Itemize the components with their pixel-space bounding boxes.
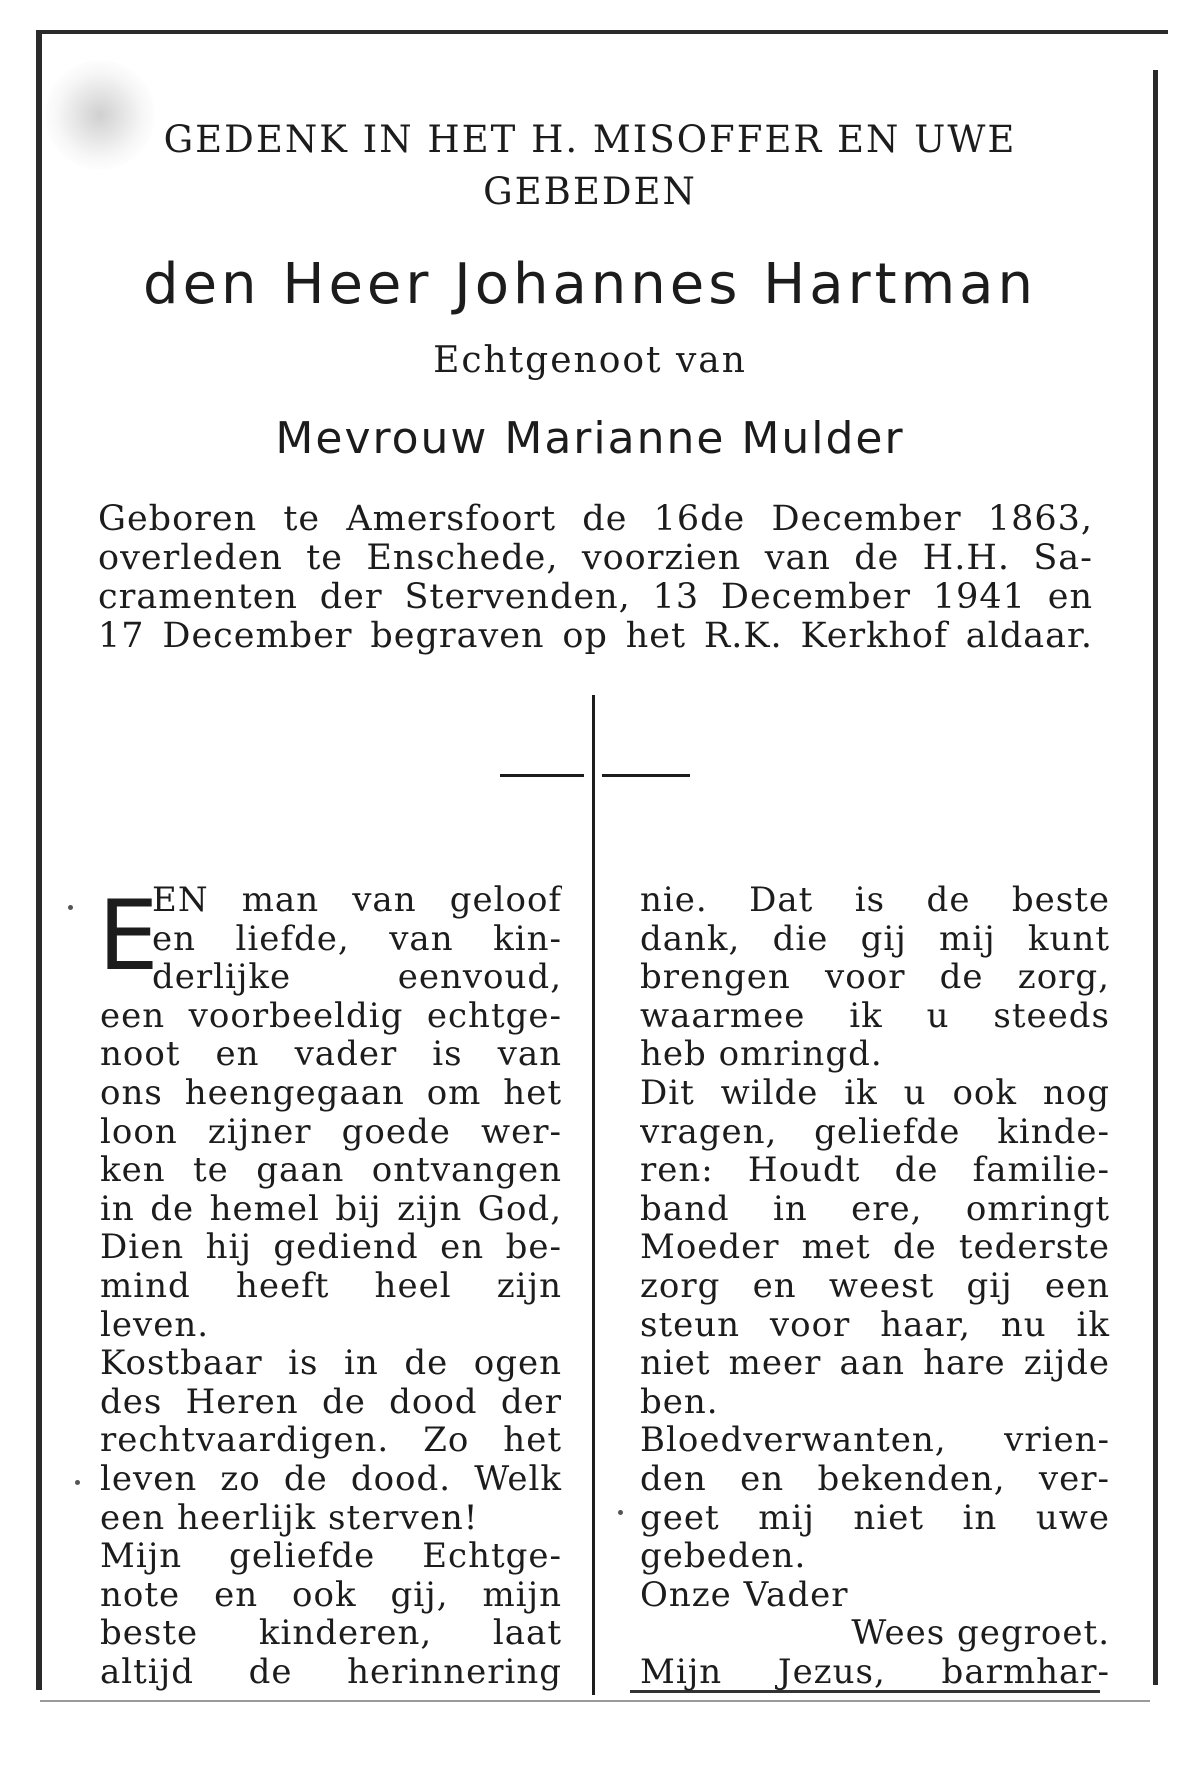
right-line: Onze Vader (640, 1575, 849, 1615)
left-line: loon zijner goede wer- (100, 1112, 562, 1152)
bio-line: overleden te Enschede, voorzien van de H.H. Sa- (98, 538, 1093, 578)
scan-edge-bottom (40, 1700, 1150, 1702)
right-line: Wees gegroet. (851, 1614, 1110, 1653)
spouse-name: Mevrouw Marianne Mulder (275, 413, 905, 464)
scan-edge-left (36, 30, 42, 1690)
right-line: brengen voor de zorg, (640, 958, 1110, 997)
bio-line: 17 December begraven op het R.K. Kerkhof aldaar. (98, 616, 1093, 656)
stray-speck (68, 905, 73, 910)
right-line: heb omringd. (640, 1035, 883, 1074)
cross-arm-left (500, 774, 584, 777)
left-line: EN man van geloof (152, 881, 562, 920)
drop-cap: E (98, 880, 159, 992)
stray-speck (618, 1510, 623, 1515)
header-line-1: GEDENK IN HET H. MISOFFER EN UWE (163, 118, 1017, 161)
right-line: band in ere, omringt (640, 1189, 1110, 1229)
left-line: mind heeft heel zijn (100, 1266, 562, 1306)
right-line: nie. Dat is de beste (640, 881, 1110, 920)
right-line: waarmee ik u steeds (640, 996, 1110, 1036)
right-line: geet mij niet in uwe (640, 1498, 1110, 1538)
deceased-name: den Heer Johannes Hartman (143, 252, 1037, 317)
right-line: steun voor haar, nu ik (640, 1305, 1110, 1345)
left-line: beste kinderen, laat (100, 1614, 562, 1653)
left-line: leven zo de dood. Welk (100, 1459, 562, 1499)
left-line: altijd de herinnering (100, 1652, 562, 1692)
left-line: een voorbeeldig echtge- (100, 996, 562, 1036)
left-line: ken te gaan ontvangen (100, 1151, 562, 1190)
right-line: Bloedverwanten, vrien- (640, 1421, 1110, 1460)
right-line: Moeder met de tederste (640, 1228, 1110, 1267)
bio-line: cramenten der Stervenden, 13 December 1941 en (98, 577, 1093, 617)
scan-edge-right (1153, 70, 1158, 1685)
right-line: niet meer aan hare zijde (640, 1344, 1110, 1383)
left-line: des Heren de dood der (100, 1382, 562, 1422)
left-line: derlijke eenvoud, (152, 958, 562, 997)
stray-speck (75, 1480, 80, 1485)
left-line: een heerlijk sterven! (100, 1498, 479, 1538)
left-line: in de hemel bij zijn God, (100, 1189, 562, 1229)
left-line: Dien hij gediend en be- (100, 1228, 562, 1267)
left-line: rechtvaardigen. Zo het (100, 1421, 562, 1460)
right-line: Dit wilde ik u ook nog (640, 1073, 1110, 1113)
right-line: den en bekenden, ver- (640, 1459, 1110, 1499)
left-line: en liefde, van kin- (152, 919, 562, 959)
left-line: Mijn geliefde Echtge- (100, 1537, 562, 1576)
left-line: leven. (100, 1305, 210, 1345)
biography (98, 500, 1093, 656)
cross-arm-right (602, 774, 690, 777)
right-line: zorg en weest gij een (640, 1266, 1110, 1306)
right-text-column (640, 881, 1110, 1691)
bio-line: Geboren te Amersfoort de 16de December 1863, (98, 499, 1093, 539)
right-line: Mijn Jezus, barmhar- (640, 1652, 1110, 1692)
left-line: noot en vader is van (100, 1035, 562, 1074)
right-line: vragen, geliefde kinde- (640, 1112, 1110, 1152)
left-line: Kostbaar is in de ogen (100, 1344, 562, 1383)
right-line: ren: Houdt de familie- (640, 1151, 1110, 1190)
left-line: ons heengegaan om het (100, 1073, 562, 1113)
spouse-label: Echtgenoot van (433, 340, 747, 381)
right-line: dank, die gij mij kunt (640, 919, 1110, 959)
header-line-2: GEBEDEN (483, 170, 697, 213)
cross-vertical-bar (592, 695, 595, 1695)
right-line: ben. (640, 1382, 719, 1422)
left-text-column (100, 881, 562, 1691)
right-line: gebeden. (640, 1537, 807, 1576)
scan-edge-top (38, 30, 1168, 34)
left-line: note en ook gij, mijn (100, 1575, 562, 1615)
